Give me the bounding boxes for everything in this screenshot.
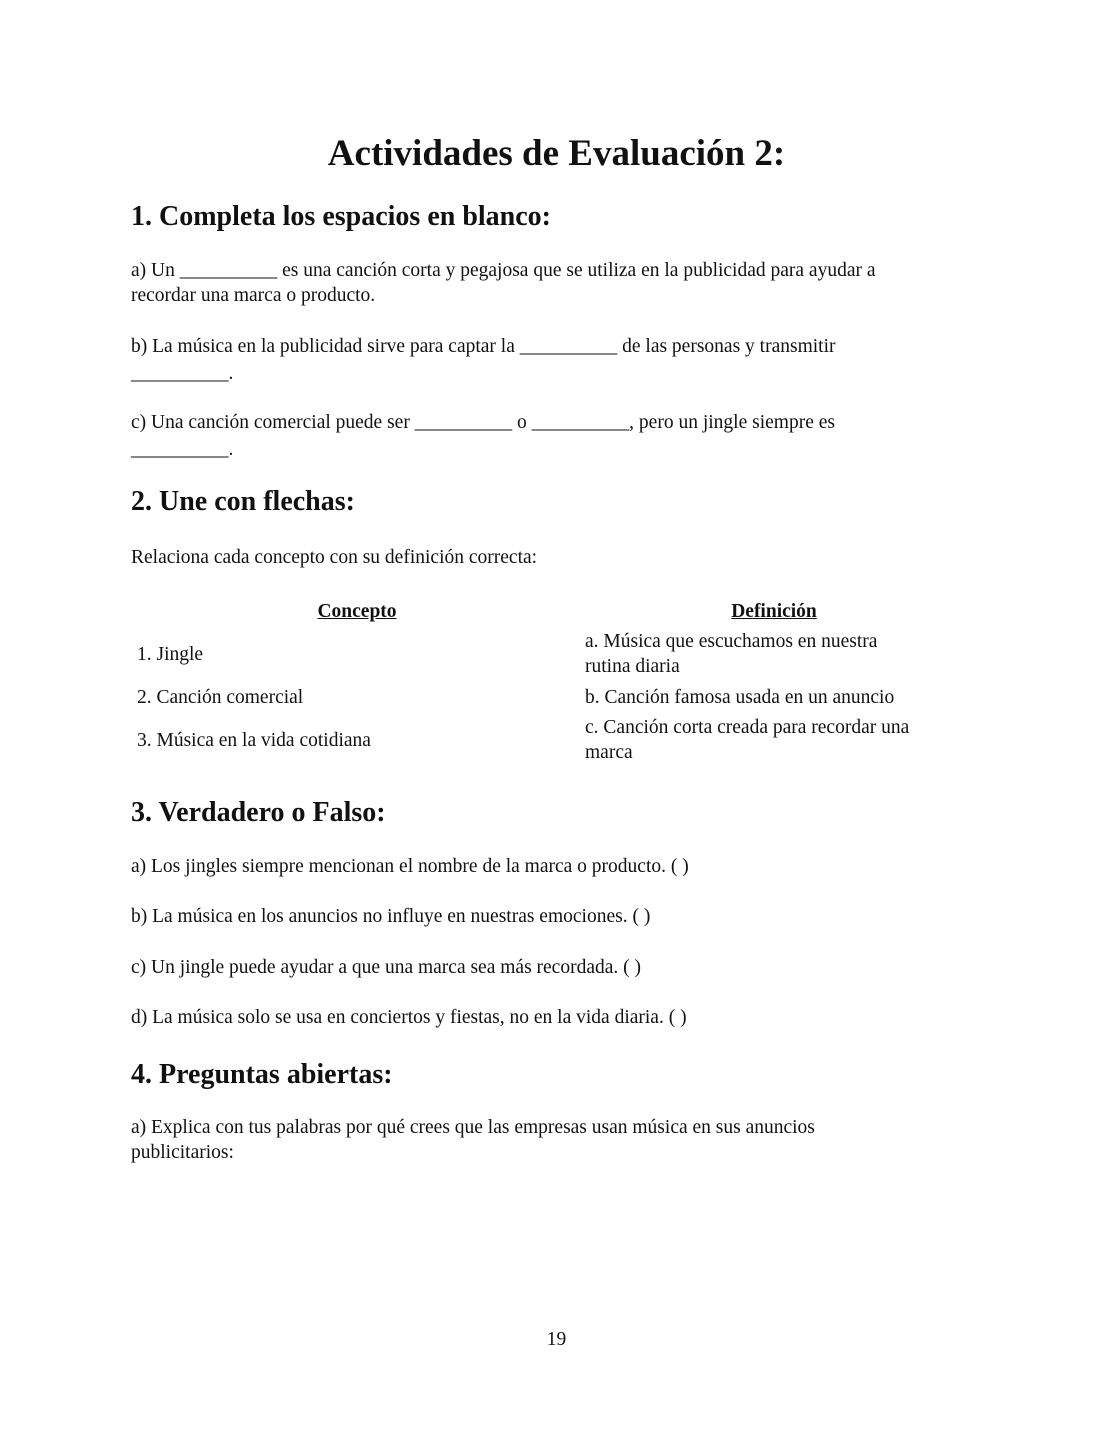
section-3-heading: 3. Verdadero o Falso: xyxy=(131,797,386,828)
true-false-item-a: a) Los jingles siempre mencionan el nombre de la marca o producto. ( ) xyxy=(131,856,689,877)
section-4-heading: 4. Preguntas abiertas: xyxy=(131,1059,393,1090)
fill-blank-item-b-line1: b) La música en la publicidad sirve para captar la __________ de las personas y transmitir xyxy=(131,336,836,357)
definition-column-header: Definición xyxy=(731,601,817,622)
fill-blank-item-c-line1: c) Una canción comercial puede ser __________ o __________, pero un jingle siempre es xyxy=(131,412,835,433)
definition-item-a xyxy=(585,629,965,679)
definition-item-c-line2: marca xyxy=(585,742,633,763)
true-false-item-d: d) La música solo se usa en conciertos y fiestas, no en la vida diaria. ( ) xyxy=(131,1007,687,1028)
fill-blank-item-b xyxy=(131,334,981,386)
page-number: 19 xyxy=(546,1329,567,1350)
definition-item-a-line2: rutina diaria xyxy=(585,656,680,677)
fill-blank-item-c xyxy=(131,410,981,462)
concept-item-3: 3. Música en la vida cotidiana xyxy=(137,730,371,751)
definition-item-c-line1: c. Canción corta creada para recordar una xyxy=(585,717,910,738)
concept-column-header: Concepto xyxy=(317,601,397,622)
section-2-heading: 2. Une con flechas: xyxy=(131,486,355,517)
open-question-a xyxy=(131,1115,981,1165)
open-question-a-line2: publicitarios: xyxy=(131,1142,234,1163)
definition-item-b-line1: b. Canción famosa usada en un anuncio xyxy=(585,687,895,708)
fill-blank-item-a-line2: recordar una marca o producto. xyxy=(131,285,376,306)
true-false-item-c: c) Un jingle puede ayudar a que una marca sea más recordada. ( ) xyxy=(131,957,641,978)
section-1-heading: 1. Completa los espacios en blanco: xyxy=(131,201,551,232)
matching-instruction: Relaciona cada concepto con su definición correcta: xyxy=(131,547,538,568)
definition-item-b xyxy=(585,685,965,710)
fill-blank-item-c-line2: __________. xyxy=(131,439,234,460)
page-title: Actividades de Evaluación 2: xyxy=(327,133,786,174)
true-false-item-b: b) La música en los anuncios no influye en nuestras emociones. ( ) xyxy=(131,906,651,927)
open-question-a-line1: a) Explica con tus palabras por qué crees que las empresas usan música en sus anuncios xyxy=(131,1117,815,1138)
fill-blank-item-a xyxy=(131,258,981,308)
fill-blank-item-b-line2: __________. xyxy=(131,363,234,384)
fill-blank-item-a-line1: a) Un __________ es una canción corta y pegajosa que se utiliza en la publicidad para ayudar a xyxy=(131,260,876,281)
concept-item-1: 1. Jingle xyxy=(137,644,204,665)
definition-item-a-line1: a. Música que escuchamos en nuestra xyxy=(585,631,878,652)
definition-item-c xyxy=(585,715,965,765)
concept-item-2: 2. Canción comercial xyxy=(137,687,304,708)
